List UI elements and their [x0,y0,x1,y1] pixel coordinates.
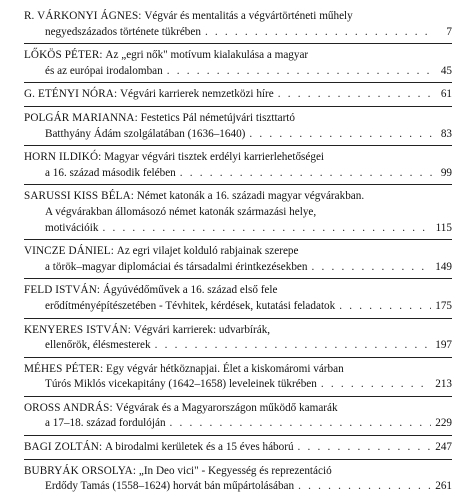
toc-entry-line [24,299,452,315]
toc-title-text: Végvárak és a Magyarországon működő kamarák [115,401,338,414]
toc-title-text: Az „egri nők" motívum kialakulása a magyar [105,49,309,62]
dot-leader [170,416,432,432]
entry-divider [24,459,452,460]
toc-entry [24,244,452,275]
toc-entry-line [24,338,452,354]
dot-leader [155,338,432,354]
entry-divider [24,318,452,319]
toc-entry [24,283,452,314]
dot-leader [205,25,432,41]
toc-entry-line [24,48,452,64]
toc-entry-line [24,205,452,221]
dot-leader [167,64,432,80]
entry-divider [24,43,452,44]
toc-author: BAGI ZOLTÁN: [24,441,103,454]
toc-entry [24,189,452,236]
dot-leader [180,166,432,182]
toc-page-number: 115 [435,221,452,234]
toc-title-text: a 17–18. század fordulóján [45,417,166,430]
dot-leader [278,87,432,103]
toc-entry-line [24,377,452,393]
toc-title-text: Az egri vilajet kolduló rabjainak szerepe [116,245,299,258]
entry-divider [24,396,452,397]
toc-page-number: 7 [446,25,452,38]
toc-author: MÉHES PÉTER: [24,362,104,375]
toc-page-number: 45 [440,64,452,77]
toc-title-text: motivációik [45,221,99,234]
toc-entry-line [24,87,452,103]
toc-author: BUBRYÁK ORSOLYA: [24,464,137,477]
toc-page-number: 61 [440,88,452,101]
dot-leader [298,440,432,456]
toc-author: POLGÁR MARIANNA: [24,111,138,124]
toc-title-text: Festetics Pál németújvári tiszttartó [140,111,296,124]
toc-entry-line [24,244,452,260]
toc-title-text: Erdődy Tamás (1558–1624) horvát bán műpártolásában [45,480,295,493]
toc-entry-line [24,150,452,166]
toc-entry-line [24,189,452,205]
toc-entry [24,401,452,432]
toc-author: G. ETÉNYI NÓRA: [24,88,118,101]
toc-title-text: Magyar végvári tisztek erdélyi karrierlehetőségei [104,151,325,164]
dot-leader [249,127,432,143]
toc-entry [24,362,452,393]
toc-title-text: „In Deo vici" - Kegyesség és reprezentáció [138,464,332,477]
toc-entry-line [24,64,452,80]
entry-divider [24,145,452,146]
toc-entry [24,464,452,495]
toc-entry [24,87,452,103]
toc-entry [24,323,452,354]
toc-entry-line [24,464,452,480]
toc-page-number: 197 [435,339,452,352]
toc-entry [24,9,452,40]
toc-entry-line [24,111,452,127]
toc-author: OROSS ANDRÁS: [24,401,113,414]
toc-title-text: Egy végvár hétköznapjai. Élet a kiskomáromi várban [106,362,344,375]
toc-author: LŐKÖS PÉTER: [24,49,103,62]
dot-leader [298,479,431,495]
toc-title-text: Végvári karrierek: udvarbírák, [133,323,271,336]
toc-page-number: 213 [435,378,452,391]
dot-leader [321,377,431,393]
dot-leader [102,221,431,237]
toc-title-text: a török–magyar diplomáciai és társadalmi érintkezésekben [45,260,308,273]
toc-author: VINCZE DÁNIEL: [24,245,114,258]
entry-divider [24,184,452,185]
entry-divider [24,357,452,358]
dot-leader [312,260,432,276]
toc-page-number: 175 [435,299,452,312]
entry-divider [24,82,452,83]
toc-entry-line [24,283,452,299]
toc-page-number: 99 [440,166,452,179]
entry-divider [24,106,452,107]
toc-title-text: Ágyúvédőművek a 16. század első fele [102,284,278,297]
toc-title-text: Végvár és mentalitás a végvártörténeti műhely [144,10,353,22]
toc-entry-line [24,260,452,276]
toc-title-text: ellenőrök, élésmesterek [45,339,151,352]
toc-entry-line [24,25,452,41]
toc-title-text: a 16. század második felében [45,166,176,179]
toc-title-text: és az európai irodalomban [45,64,163,77]
toc-title-text: Batthyány Ádám szolgálatában (1636–1640) [45,127,246,140]
toc-entry-line [24,416,452,432]
toc-page-number: 149 [435,260,452,273]
toc-title-text: Végvári karrierek nemzetközi híre [119,88,274,101]
toc-title-text: Német katonák a 16. századi magyar végvárakban. [136,190,365,203]
toc-title-text: erődítményépítészetében - Tévhitek, kérdések, kutatási feladatok [45,299,336,312]
toc-author: SARUSSI KISS BÉLA: [24,190,134,203]
toc-title-text: Túrós Miklós vicekapitány (1642–1658) leveleinek tükrében [45,378,317,391]
entry-divider [24,435,452,436]
toc-entry [24,48,452,79]
toc-entry-line [24,440,452,456]
toc-title-text: negyedszázados története tükrében [45,25,201,38]
toc-entry [24,440,452,456]
toc-entry-line [24,166,452,182]
dot-leader [339,299,431,315]
toc-author: HORN ILDIKÓ: [24,151,102,164]
toc-title-text: A végvárakban állomásozó német katonák származási helye, [45,205,317,218]
toc-author: KENYERES ISTVÁN: [24,323,131,336]
toc-title-text: A birodalmi kerületek és a 15 éves háború [104,441,294,454]
toc-author: R. VÁRKONYI ÁGNES: [24,10,142,22]
toc-entry-line [24,479,452,495]
entry-divider [24,239,452,240]
toc-entry-line [24,323,452,339]
toc-page-number: 261 [435,480,452,493]
toc-page-number: 229 [435,417,452,430]
entry-divider [24,278,452,279]
toc-entry-line [24,127,452,143]
toc-entry-line [24,9,452,25]
toc-entry [24,111,452,142]
toc-entry-line [24,401,452,417]
toc-author: FELD ISTVÁN: [24,284,101,297]
toc-page-number: 83 [440,127,452,140]
toc-page-number: 247 [435,441,452,454]
toc-entry [24,150,452,181]
toc-entry-line [24,362,452,378]
toc-entry-line [24,221,452,237]
